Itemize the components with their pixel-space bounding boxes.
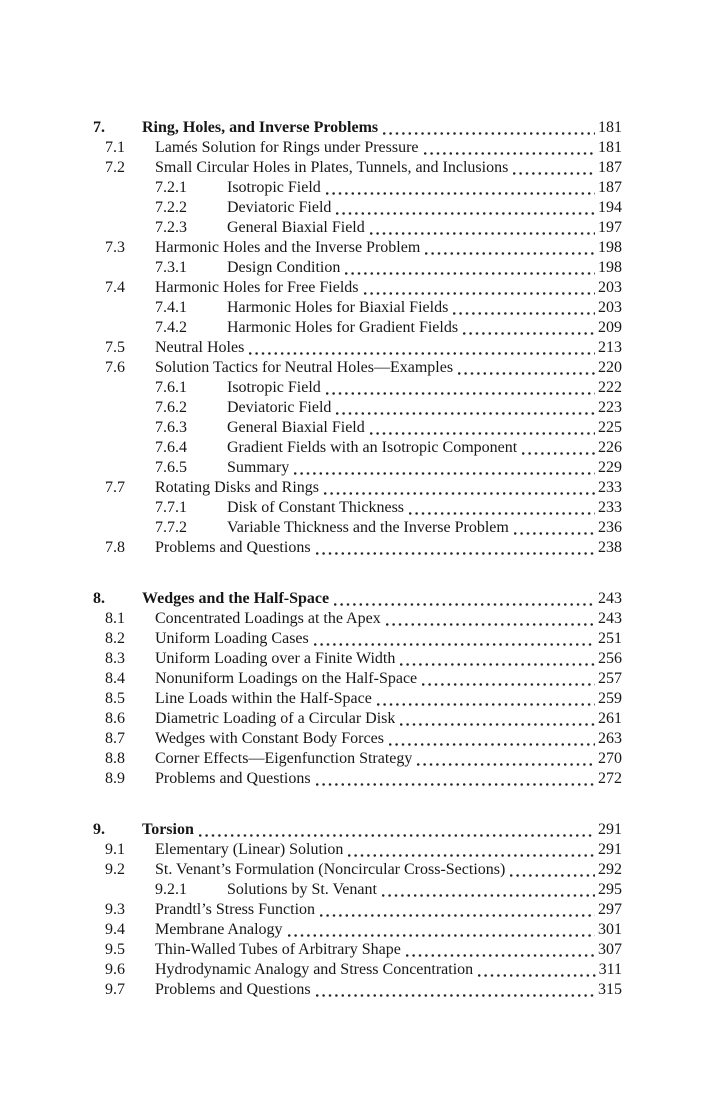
entry-page: 291 (598, 841, 622, 858)
dot-leader (400, 709, 595, 729)
dot-leader (348, 840, 595, 860)
entry-title: Concentrated Loadings at the Apex (155, 610, 381, 627)
toc-entry (0, 378, 622, 398)
entry-title: Harmonic Holes for Free Fields (155, 279, 359, 296)
dot-leader (377, 689, 595, 709)
entry-number: 7.2.3 (155, 219, 187, 236)
entry-number: 7.4 (105, 279, 125, 296)
entry-number: 8.6 (105, 710, 125, 727)
entry-page: 233 (598, 479, 622, 496)
entry-page: 270 (598, 750, 622, 767)
toc-entry (0, 258, 622, 278)
toc-entry (0, 278, 622, 298)
chapter-group (0, 118, 622, 558)
entry-title: Deviatoric Field (227, 399, 332, 416)
dot-leader (424, 138, 595, 158)
entry-title: Deviatoric Field (227, 199, 332, 216)
entry-page: 220 (598, 359, 622, 376)
dot-leader (370, 218, 595, 238)
entry-number: 7.7.2 (155, 519, 187, 536)
entry-number: 8.8 (105, 750, 125, 767)
entry-number: 7.6.3 (155, 419, 187, 436)
entry-page: 292 (598, 861, 622, 878)
entry-page: 272 (598, 770, 622, 787)
entry-number: 9.4 (105, 921, 125, 938)
entry-number: 8.1 (105, 610, 125, 627)
entry-title: Corner Effects—Eigenfunction Strategy (155, 750, 413, 767)
toc-entry (0, 158, 622, 178)
entry-page: 213 (598, 339, 622, 356)
dot-leader (478, 960, 595, 980)
entry-title: Small Circular Holes in Plates, Tunnels, and Inclusions (155, 159, 509, 176)
toc-entry (0, 769, 622, 789)
entry-title: Rotating Disks and Rings (155, 479, 320, 496)
entry-page: 301 (598, 921, 622, 938)
entry-number: 7.7 (105, 479, 125, 496)
dot-leader (453, 298, 595, 318)
entry-page: 225 (598, 419, 622, 436)
dot-leader (425, 238, 595, 258)
entry-title: Variable Thickness and the Inverse Problem (227, 519, 509, 536)
entry-page: 311 (598, 961, 622, 978)
chapter-group (0, 820, 622, 1000)
entry-title: Problems and Questions (155, 539, 311, 556)
toc-entry (0, 980, 622, 1000)
entry-title: Summary (227, 459, 290, 476)
toc-entry (0, 438, 622, 458)
entry-title: Prandtl’s Stress Function (155, 901, 316, 918)
entry-number: 7.4.1 (155, 299, 187, 316)
entry-title: Design Condition (227, 259, 341, 276)
toc-entry (0, 729, 622, 749)
dot-leader (314, 629, 595, 649)
entry-number: 8.3 (105, 650, 125, 667)
entry-page: 307 (598, 941, 622, 958)
toc-entry (0, 920, 622, 940)
entry-title: Neutral Holes (155, 339, 245, 356)
toc-entry (0, 960, 622, 980)
toc-entry (0, 418, 622, 438)
entry-number: 7.2.2 (155, 199, 187, 216)
entry-number: 9. (93, 821, 105, 838)
dot-leader (336, 198, 595, 218)
dot-leader (336, 398, 595, 418)
entry-title: Solutions by St. Venant (227, 881, 377, 898)
toc-entry (0, 498, 622, 518)
toc-entry (0, 358, 622, 378)
entry-page: 243 (598, 590, 622, 607)
entry-number: 7.1 (105, 139, 125, 156)
dot-leader (316, 980, 595, 1000)
toc-entry (0, 629, 622, 649)
toc-entry (0, 689, 622, 709)
dot-leader (320, 900, 595, 920)
entry-title: St. Venant’s Formulation (Noncircular Cross-Sections) (155, 861, 506, 878)
entry-title: Isotropic Field (227, 179, 321, 196)
entry-number: 7.7.1 (155, 499, 187, 516)
dot-leader (316, 538, 595, 558)
entry-title: Problems and Questions (155, 770, 311, 787)
dot-leader (316, 769, 595, 789)
dot-leader (199, 820, 595, 840)
entry-number: 7.2.1 (155, 179, 187, 196)
toc-entry (0, 138, 622, 158)
dot-leader (409, 498, 595, 518)
dot-leader (458, 358, 595, 378)
entry-title: Line Loads within the Half-Space (155, 690, 372, 707)
entry-title: Diametric Loading of a Circular Disk (155, 710, 396, 727)
entry-title: Uniform Loading Cases (155, 630, 309, 647)
entry-title: Torsion (142, 821, 194, 838)
toc-entry (0, 840, 622, 860)
dot-leader (513, 158, 595, 178)
entry-page: 238 (598, 539, 622, 556)
entry-page: 198 (598, 239, 622, 256)
entry-page: 226 (598, 439, 622, 456)
toc-entry (0, 318, 622, 338)
toc-entry (0, 860, 622, 880)
entry-page: 187 (598, 159, 622, 176)
toc-entry (0, 338, 622, 358)
toc-entry (0, 749, 622, 769)
entry-page: 263 (598, 730, 622, 747)
dot-leader (383, 118, 595, 138)
entry-number: 9.7 (105, 981, 125, 998)
entry-number: 7.5 (105, 339, 125, 356)
entry-title: General Biaxial Field (227, 219, 365, 236)
toc-entry (0, 398, 622, 418)
toc-entry (0, 609, 622, 629)
dot-leader (326, 178, 595, 198)
entry-page: 256 (598, 650, 622, 667)
dot-leader (249, 338, 595, 358)
entry-number: 8.7 (105, 730, 125, 747)
entry-page: 223 (598, 399, 622, 416)
entry-page: 222 (598, 379, 622, 396)
entry-page: 295 (598, 881, 622, 898)
entry-number: 7.6.1 (155, 379, 187, 396)
dot-leader (463, 318, 595, 338)
entry-title: Elementary (Linear) Solution (155, 841, 344, 858)
entry-title: Gradient Fields with an Isotropic Component (227, 439, 518, 456)
entry-number: 7.6.4 (155, 439, 187, 456)
entry-number: 7. (93, 119, 105, 136)
dot-leader (370, 418, 595, 438)
entry-number: 7.3.1 (155, 259, 187, 276)
entry-title: Isotropic Field (227, 379, 321, 396)
entry-title: Ring, Holes, and Inverse Problems (142, 119, 379, 136)
toc-entry (0, 218, 622, 238)
entry-page: 261 (598, 710, 622, 727)
dot-leader (389, 729, 595, 749)
toc-entry (0, 649, 622, 669)
entry-number: 8.9 (105, 770, 125, 787)
dot-leader (522, 438, 595, 458)
entry-page: 209 (598, 319, 622, 336)
toc-entry (0, 198, 622, 218)
entry-number: 9.3 (105, 901, 125, 918)
toc-entry (0, 238, 622, 258)
dot-leader (510, 860, 595, 880)
entry-number: 8.2 (105, 630, 125, 647)
entry-page: 233 (598, 499, 622, 516)
dot-leader (417, 749, 595, 769)
entry-number: 7.6.2 (155, 399, 187, 416)
entry-title: Uniform Loading over a Finite Width (155, 650, 396, 667)
chapter-group (0, 589, 622, 789)
entry-title: Harmonic Holes for Biaxial Fields (227, 299, 449, 316)
dot-leader (288, 920, 595, 940)
entry-page: 203 (598, 299, 622, 316)
entry-number: 7.4.2 (155, 319, 187, 336)
toc-entry (0, 538, 622, 558)
dot-leader (422, 669, 595, 689)
entry-number: 9.2.1 (155, 881, 187, 898)
entry-page: 297 (598, 901, 622, 918)
toc-entry (0, 940, 622, 960)
entry-title: Problems and Questions (155, 981, 311, 998)
entry-page: 194 (598, 199, 622, 216)
entry-title: Thin-Walled Tubes of Arbitrary Shape (155, 941, 401, 958)
entry-page: 187 (598, 179, 622, 196)
dot-leader (326, 378, 595, 398)
entry-title: Wedges and the Half-Space (142, 590, 330, 607)
entry-title: Solution Tactics for Neutral Holes—Examples (155, 359, 454, 376)
entry-page: 291 (598, 821, 622, 838)
dot-leader (400, 649, 595, 669)
entry-number: 8. (93, 590, 105, 607)
table-of-contents (0, 118, 622, 1000)
dot-leader (345, 258, 595, 278)
entry-number: 9.6 (105, 961, 125, 978)
toc-entry (0, 478, 622, 498)
dot-leader (324, 478, 595, 498)
entry-number: 9.2 (105, 861, 125, 878)
entry-title: Wedges with Constant Body Forces (155, 730, 384, 747)
entry-title: Harmonic Holes and the Inverse Problem (155, 239, 421, 256)
entry-title: Disk of Constant Thickness (227, 499, 405, 516)
entry-title: General Biaxial Field (227, 419, 365, 436)
toc-entry (0, 589, 622, 609)
entry-number: 9.1 (105, 841, 125, 858)
entry-number: 7.6 (105, 359, 125, 376)
entry-number: 7.2 (105, 159, 125, 176)
entry-page: 259 (598, 690, 622, 707)
entry-page: 315 (598, 981, 622, 998)
dot-leader (334, 589, 595, 609)
entry-title: Harmonic Holes for Gradient Fields (227, 319, 459, 336)
entry-number: 7.8 (105, 539, 125, 556)
toc-entry (0, 298, 622, 318)
dot-leader (514, 518, 595, 538)
dot-leader (386, 609, 595, 629)
dot-leader (294, 458, 595, 478)
entry-title: Membrane Analogy (155, 921, 283, 938)
toc-entry (0, 458, 622, 478)
toc-entry (0, 709, 622, 729)
entry-page: 181 (598, 119, 622, 136)
entry-title: Lamés Solution for Rings under Pressure (155, 139, 419, 156)
entry-number: 8.5 (105, 690, 125, 707)
entry-number: 7.3 (105, 239, 125, 256)
entry-page: 236 (598, 519, 622, 536)
dot-leader (382, 880, 595, 900)
entry-page: 243 (598, 610, 622, 627)
entry-title: Hydrodynamic Analogy and Stress Concentration (155, 961, 474, 978)
toc-entry (0, 900, 622, 920)
dot-leader (406, 940, 595, 960)
entry-page: 203 (598, 279, 622, 296)
toc-entry (0, 820, 622, 840)
entry-page: 197 (598, 219, 622, 236)
toc-entry (0, 880, 622, 900)
entry-page: 257 (598, 670, 622, 687)
entry-page: 229 (598, 459, 622, 476)
toc-entry (0, 118, 622, 138)
toc-entry (0, 178, 622, 198)
dot-leader (364, 278, 595, 298)
toc-entry (0, 518, 622, 538)
entry-page: 181 (598, 139, 622, 156)
toc-entry (0, 669, 622, 689)
entry-number: 7.6.5 (155, 459, 187, 476)
entry-page: 198 (598, 259, 622, 276)
entry-number: 9.5 (105, 941, 125, 958)
entry-title: Nonuniform Loadings on the Half-Space (155, 670, 418, 687)
entry-page: 251 (598, 630, 622, 647)
entry-number: 8.4 (105, 670, 125, 687)
